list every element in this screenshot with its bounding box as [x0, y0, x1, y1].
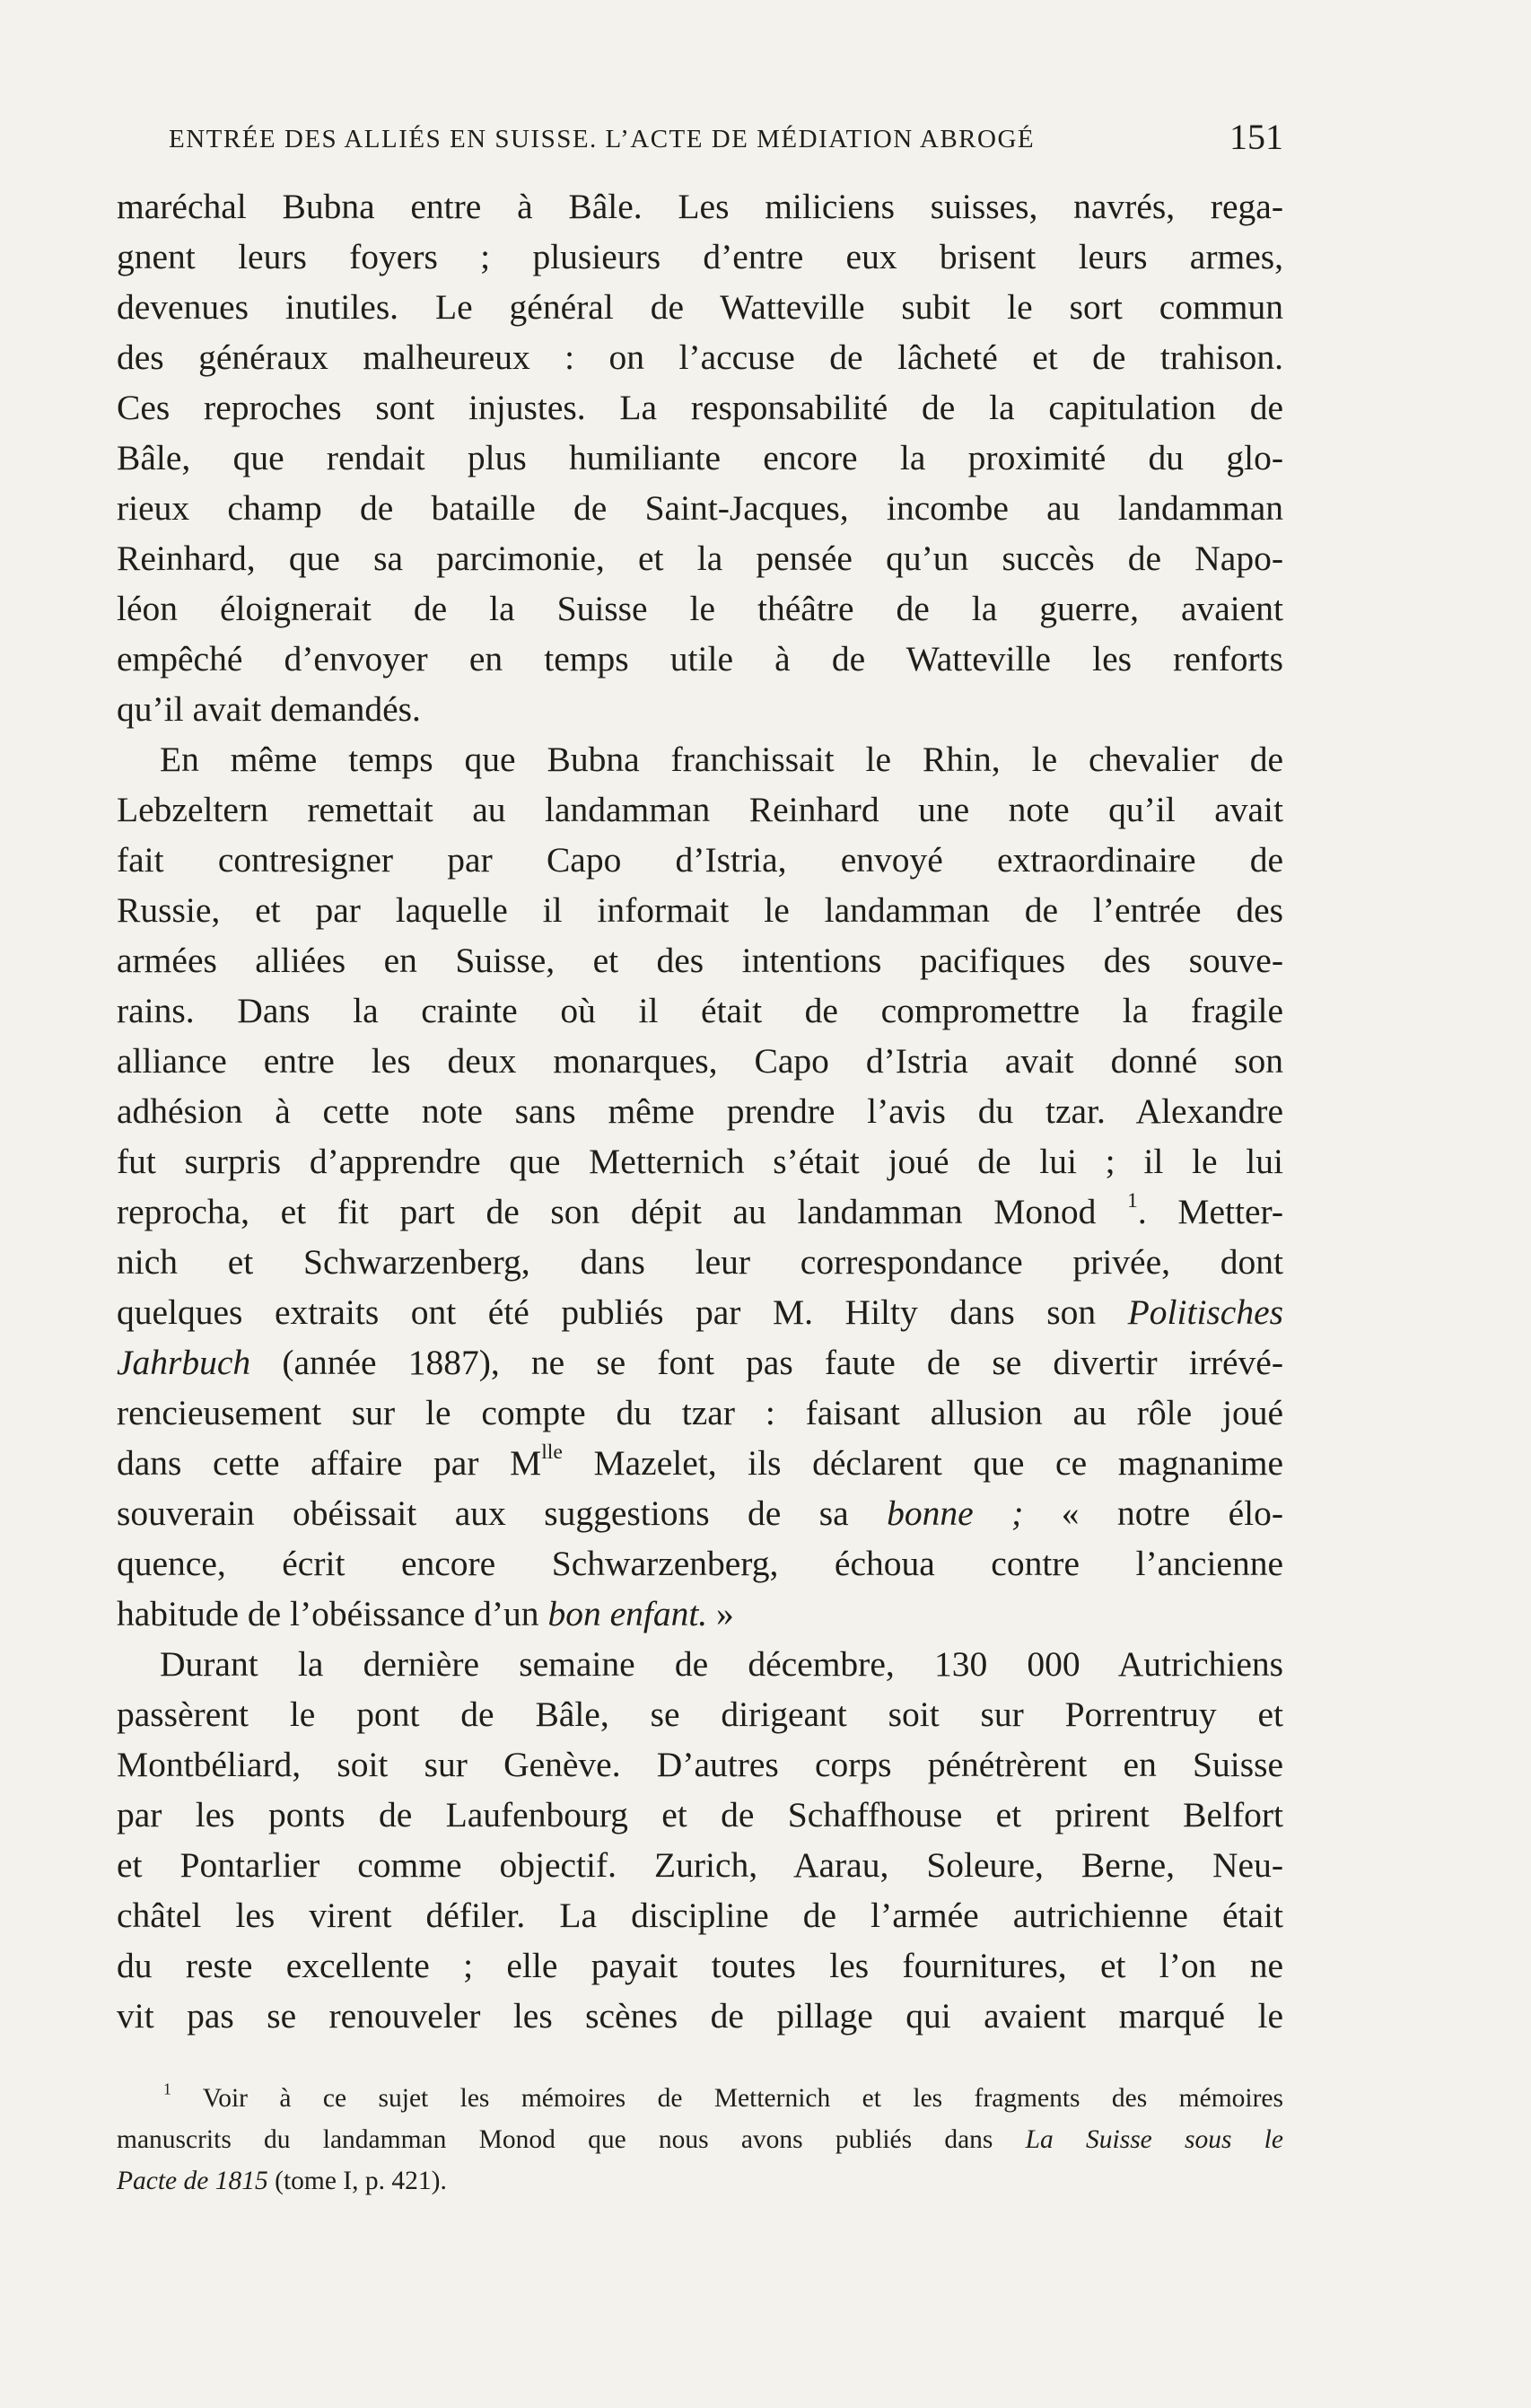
text-line: Lebzeltern remettait au landamman Reinhard une note qu’il avait [117, 790, 1283, 829]
text-line: rains. Dans la crainte où il était de compromettre la fragile [117, 991, 1283, 1030]
line-segment: habitude de l’obéissance d’un [117, 1594, 548, 1633]
line-segment: (année 1887), ne se font pas faute de se divertir irrévé- [250, 1343, 1283, 1382]
italic-word: bonne ; [887, 1493, 1024, 1533]
text-line: rencieusement sur le compte du tzar : faisant allusion au rôle joué [117, 1393, 1283, 1432]
page-number: 151 [1229, 117, 1283, 157]
footnote-text: manuscrits du landamman Monod que nous avons publiés dans [117, 2125, 1026, 2154]
text-line: maréchal Bubna entre à Bâle. Les miliciens suisses, navrés, rega- [117, 187, 1283, 226]
footnote-line [117, 2119, 1283, 2160]
footnote-ref[interactable]: 1 [1127, 1189, 1138, 1213]
text-line: léon éloignerait de la Suisse le théâtre de la guerre, avaient [117, 589, 1283, 628]
line-segment: reprocha, et fit part de son dépit au landamman Monod [117, 1192, 1128, 1231]
text-line: Durant la dernière semaine de décembre, 130 000 Autrichiens [160, 1644, 1283, 1684]
text-line: et Pontarlier comme objectif. Zurich, Aarau, Soleure, Berne, Neu- [117, 1845, 1283, 1885]
line-segment: » [707, 1594, 734, 1633]
text-line [117, 1287, 1283, 1337]
line-segment: souverain obéissait aux suggestions de sa [117, 1493, 888, 1533]
italic-title: Pacte de 1815 [117, 2167, 268, 2195]
footnote-line [117, 2078, 1283, 2119]
text-line: châtel les virent défiler. La discipline de l’armée autrichienne était [117, 1896, 1283, 1935]
text-line: rieux champ de bataille de Saint-Jacques, incombe au landamman [117, 488, 1283, 528]
text-line: quence, écrit encore Schwarzenberg, échoua contre l’ancienne [117, 1544, 1283, 1583]
line-segment: . Metter- [1137, 1192, 1284, 1231]
text-line: Ces reproches sont injustes. La responsabilité de la capitulation de [117, 388, 1283, 427]
text-line: passèrent le pont de Bâle, se dirigeant soit sur Porrentruy et [117, 1694, 1283, 1734]
text-line [117, 1186, 1283, 1237]
italic-title: Politisches [1127, 1292, 1283, 1332]
text-line [117, 1337, 1283, 1388]
line-segment: « notre élo- [1023, 1493, 1284, 1533]
running-head [117, 117, 1283, 162]
footnote-text: (tome I, p. 421). [267, 2167, 447, 2195]
line-segment: Mazelet, ils déclarent que ce magnanime [562, 1443, 1283, 1483]
italic-title: Jahrbuch [117, 1343, 251, 1382]
running-head-title: ENTRÉE DES ALLIÉS EN SUISSE. L’ACTE DE MÉDIATION ABROGÉ [169, 125, 1036, 153]
italic-title: La Suisse sous le [1025, 2125, 1283, 2154]
footnote-marker: 1 [163, 2080, 171, 2098]
text-line: En même temps que Bubna franchissait le Rhin, le chevalier de [160, 740, 1283, 779]
text-line: fut surpris d’apprendre que Metternich s’était joué de lui ; il le lui [117, 1142, 1283, 1181]
line-segment: quelques extraits ont été publiés par M. Hilty dans son [117, 1292, 1128, 1332]
text-line: Russie, et par laquelle il informait le landamman de l’entrée des [117, 890, 1283, 930]
text-line: armées alliées en Suisse, et des intentions pacifiques des souve- [117, 941, 1283, 980]
text-line: Bâle, que rendait plus humiliante encore la proximité du glo- [117, 438, 1283, 477]
text-line: fait contresigner par Capo d’Istria, envoyé extraordinaire de [117, 840, 1283, 880]
text-line [117, 1589, 1283, 1639]
text-line: vit pas se renouveler les scènes de pillage qui avaient marqué le [117, 1996, 1283, 2036]
italic-word: bon enfant. [547, 1594, 708, 1633]
text-line: empêché d’envoyer en temps utile à de Watteville les renforts [117, 639, 1283, 679]
text-line: par les ponts de Laufenbourg et de Schaffhouse et prirent Belfort [117, 1795, 1283, 1834]
text-line [117, 1488, 1283, 1538]
text-line [117, 1438, 1283, 1488]
text-line: des généraux malheureux : on l’accuse de lâcheté et de trahison. [117, 337, 1283, 377]
footnotes [117, 2078, 1283, 2202]
text-line: adhésion à cette note sans même prendre l’avis du tzar. Alexandre [117, 1091, 1283, 1131]
text-line: du reste excellente ; elle payait toutes les fournitures, et l’on ne [117, 1946, 1283, 1985]
text-line: devenues inutiles. Le général de Watteville subit le sort commun [117, 287, 1283, 327]
text-line: gnent leurs foyers ; plusieurs d’entre eux brisent leurs armes, [117, 237, 1283, 276]
text-line: Reinhard, que sa parcimonie, et la pensée qu’un succès de Napo- [117, 539, 1283, 578]
text-line: Montbéliard, soit sur Genève. D’autres corps pénétrèrent en Suisse [117, 1745, 1283, 1784]
line-segment: dans cette affaire par M [117, 1443, 542, 1483]
footnote-line [117, 2160, 1283, 2202]
body-text [117, 181, 1283, 2041]
text-line: alliance entre les deux monarques, Capo d’Istria avait donné son [117, 1041, 1283, 1081]
text-line: nich et Schwarzenberg, dans leur correspondance privée, dont [117, 1242, 1283, 1282]
text-line: qu’il avait demandés. [117, 689, 421, 729]
superscript: lle [541, 1440, 563, 1465]
footnote-text: Voir à ce sujet les mémoires de Metternich et les fragments des mémoires [171, 2084, 1283, 2113]
